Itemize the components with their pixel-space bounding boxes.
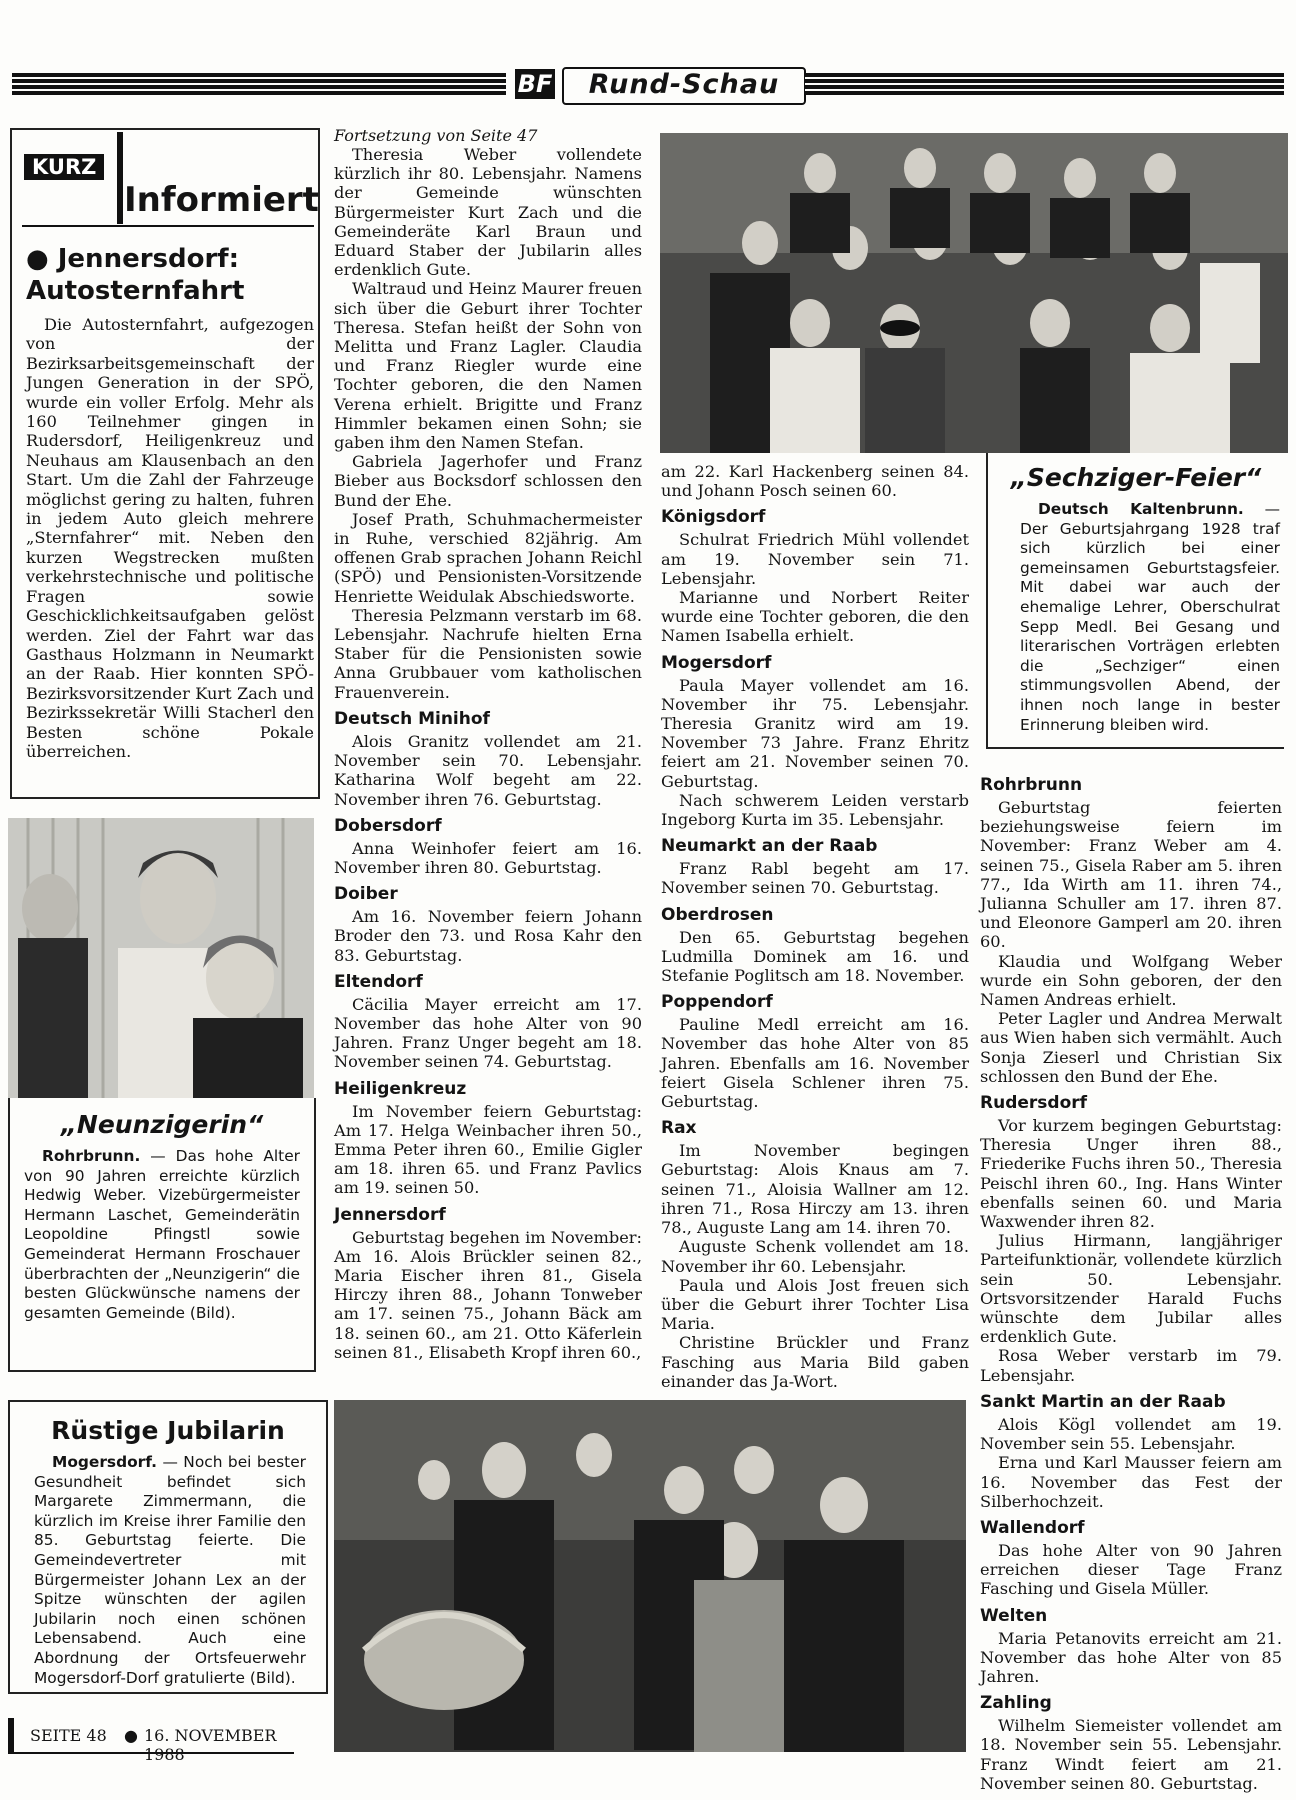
place-text: Pauline Medl erreicht am 16. November das hohe Alter von 85 Jahren. Ebenfalls am 16. November feiert Gisela Schlener ihren 75. Geburtstag. <box>661 1015 969 1112</box>
sechziger-body: — Der Geburtsjahrgang 1928 traf sich kürzlich bei einer gemeinsamen Geburtstagsfeier. Mit dabei war auch der ehemalige Lehrer, Oberschulrat Sepp Medl. Bei Gesang und literarischen Vorträgen erlebten die „Sechziger“ einen stimmungsvollen Abend, der ihnen noch lange in bester Erinnerung bleiben wird. <box>1020 500 1280 734</box>
column-4 <box>980 768 1282 1793</box>
place-heading: Poppendorf <box>661 992 773 1013</box>
place-text: Den 65. Geburtstag begehen Ludmilla Dominek am 16. und Stefanie Poglitsch am 18. November. <box>661 927 969 986</box>
place-text: Peter Lagler und Andrea Merwalt aus Wien haben sich vermählt. Auch Sonja Zieserl und Christian Six schlossen den Bund der Ehe. <box>980 1009 1282 1086</box>
bullet-icon: ● <box>124 1726 138 1745</box>
issue-date: 16. NOVEMBER 1988 <box>144 1726 277 1764</box>
col2-paragraph: Theresia Weber vollendete kürzlich ihr 80. Lebensjahr. Namens der Gemeinde wünschten Bürgermeister Kurt Zach und die Gemeinderäte Karl Braun und Eduard Staber der Jubilarin alles erdenklich Gute. <box>334 145 642 280</box>
neunzigerin-body: — Das hohe Alter von 90 Jahren erreichte kürzlich Hedwig Weber. Vizebürgermeister Hermann Laschet, Gemeinderätin Leopoldine Pfingstl sowie Gemeinderat Hermann Froschauer überbrachten der „Neunzigerin“ die besten Glückwünsche namens der gesamten Gemeinde (Bild). <box>24 1147 300 1322</box>
place-heading: Rudersdorf <box>980 1093 1088 1114</box>
place-text: Wilhelm Siemeister vollendet am 18. November sein 55. Lebensjahr. Franz Windt feiert am 21. November seinen 80. Geburtstag. <box>980 1716 1282 1793</box>
place-text: Julius Hirmann, langjähriger Parteifunktionär, vollendete kürzlich sein 50. Lebensjahr. Ortsvorsitzender Harald Fuchs wünschte dem Jubilar alles erdenklich Gute. <box>980 1231 1282 1347</box>
kurz-header <box>10 128 319 232</box>
jubilarin-title: Rüstige Jubilarin <box>51 1416 285 1445</box>
place-text: Marianne und Norbert Reiter wurde eine Tochter geboren, die den Namen Isabella erhielt. <box>661 588 969 646</box>
photo-sechziger-group <box>660 133 1288 453</box>
place-text: Im November begingen Geburtstag: Alois Knaus am 7. seinen 71., Aloisia Wallner am 12. ihren 71., Rosa Hirczy am 13. ihren 78., Auguste Lang am 14. ihren 70. <box>661 1141 969 1238</box>
photo-jubilarin-family <box>334 1400 966 1752</box>
article-headline <box>26 243 314 275</box>
col2-paragraph: Gabriela Jagerhofer und Franz Bieber aus Bocksdorf schlossen den Bund der Ehe. <box>334 452 642 510</box>
place-text: Alois Kögl vollendet am 19. November sein 55. Lebensjahr. <box>980 1414 1282 1454</box>
sechziger-box <box>986 453 1284 749</box>
place-heading: Neumarkt an der Raab <box>661 836 878 857</box>
place-heading: Welten <box>980 1605 1048 1626</box>
jubilarin-text <box>34 1453 306 1688</box>
place-heading: Rax <box>661 1118 697 1139</box>
kurz-text: Die Autosternfahrt, aufgezogen von der Bezirksarbeitsgemeinschaft der Jungen Generation in der SPÖ, wurde ein voller Erfolg. Mehr als 160 Teilnehmer gingen in Rudersdorf, Heiligenkreuz und Neuhaus am Klausenbach an den Start. Um die Zahl der Fahrzeuge möglichst gering zu halten, fuhren in jedem Auto gleich mehrere „Sternfahrer“ mit. Neben den kurzen Wegstrecken mußten verkehrstechnische und politische Fragen sowie Geschicklichkeitsaufgaben gelöst werden. Ziel der Fahrt war das Gasthaus Holzmann in Neumarkt an der Raab. Hier konnten SPÖ-Bezirksvorsitzender Kurt Zach und Bezirkssekretär Willi Stacherl den Besten schöne Pokale überreichen. <box>26 315 314 761</box>
place-heading: Oberdrosen <box>661 904 774 925</box>
place-text: Vor kurzem begingen Geburtstag: Theresia Unger ihren 88., Friederike Fuchs ihren 50., Theresia Peischl ihren 60., Ing. Hans Winter ebenfalls seinen 60. und Maria Waxwender ihren 82. <box>980 1116 1282 1232</box>
neunzigerin-text <box>24 1147 300 1323</box>
place-heading: Zahling <box>980 1693 1052 1714</box>
place-heading: Doiber <box>334 884 398 905</box>
place-text: Schulrat Friedrich Mühl vollendet am 19. November sein 71. Lebensjahr. <box>661 530 969 588</box>
place-text: Anna Weinhofer feiert am 16. November ihren 80. Geburtstag. <box>334 838 642 877</box>
jubilarin-body: — Noch bei bester Gesundheit befindet sich Margarete Zimmermann, die kürzlich im Kreise ihrer Familie den 85. Geburtstag feierte. Die Gemeindevertreter mit Bürgermeister Johann Lex an der Spitze wünschten der agilen Jubilarin noch einen schönen Lebensabend. Auch eine Abordnung der Ortsfeuerwehr Mogersdorf-Dorf gratulierte (Bild). <box>34 1453 306 1687</box>
masthead-rule-left <box>12 73 506 95</box>
col2-paragraph: Waltraud und Heinz Maurer freuen sich über die Geburt ihrer Tochter Theresa. Stefan heißt der Sohn von Melitta und Franz Lagler. Claudia und Franz Riegler wurde eine Tochter geboren, die den Namen Verena erhielt. Brigitte und Franz Himmler bekamen einen Sohn; sie gaben ihm den Namen Stefan. <box>334 279 642 453</box>
place-text: Paula Mayer vollendet am 16. November ihr 75. Lebensjahr. Theresia Granitz wird am 19. November 73 Jahre. Franz Ehritz feiert am 21. November seinen 70. Geburtstag. <box>661 675 969 791</box>
place-text: Alois Granitz vollendet am 21. November sein 70. Lebensjahr. Katharina Wolf begeht am 22. November ihren 76. Geburtstag. <box>334 731 642 809</box>
neunzigerin-box <box>8 1098 316 1372</box>
place-text: Geburtstag begehen im November: Am 16. Alois Brückler seinen 82., Maria Eischer ihren 81., Gisela Hirczy ihren 88., Johann Tonweber am 17. seinen 75., Johann Bäck am 18. seinen 60., am 21. Otto Käferlein seinen 81., Elisabeth Kropf ihren 60., <box>334 1227 642 1362</box>
col2-paragraph: Theresia Pelzmann verstarb im 68. Lebensjahr. Nachrufe hielten Erna Staber für die Pensionisten sowie Anna Grubbauer vom katholischen Frauenverein. <box>334 605 642 702</box>
page-footer <box>8 1718 294 1764</box>
place-text: Christine Brückler und Franz Fasching aus Maria Bild gaben einander das Ja-Wort. <box>661 1333 969 1391</box>
kurz-title: Informiert <box>124 180 319 220</box>
bf-logo: BF <box>515 69 555 99</box>
neunzigerin-title: „Neunzigerin“ <box>60 1110 264 1139</box>
place-text: Im November feiern Geburtstag: Am 17. Helga Weinbacher ihren 50., Emma Peter ihren 60., Emilie Gigler am 18. ihren 65. und Franz Pavlics am 19. seinen 50. <box>334 1101 642 1198</box>
photo-neunzigerin <box>8 818 314 1098</box>
place-text: Maria Petanovits erreicht am 21. November das hohe Alter von 85 Jahren. <box>980 1628 1282 1686</box>
place-heading: Mogersdorf <box>661 652 772 673</box>
bullet-icon: ● <box>26 244 49 274</box>
place-heading: Eltendorf <box>334 971 423 992</box>
headline-line-2: Autosternfahrt <box>26 276 245 306</box>
place-text: Franz Rabl begeht am 17. November seinen 70. Geburtstag. <box>661 859 969 898</box>
kurz-divider <box>117 132 123 224</box>
masthead-rule-right <box>805 73 1284 95</box>
column-3 <box>661 462 969 1391</box>
place-heading: Deutsch Minihof <box>334 708 490 729</box>
page-number: SEITE 48 <box>30 1726 107 1745</box>
kurz-tag: KURZ <box>24 154 104 180</box>
neunzigerin-lead: Rohrbrunn. <box>42 1147 141 1165</box>
sechziger-title: „Sechziger-Feier“ <box>1010 463 1262 492</box>
headline-line-1: Jennersdorf: <box>57 244 240 274</box>
place-heading: Jennersdorf <box>334 1204 446 1225</box>
section-title: Rund-Schau <box>562 67 806 105</box>
col3-continuation: am 22. Karl Hackenberg seinen 84. und Johann Posch seinen 60. <box>661 462 969 501</box>
place-heading: Wallendorf <box>980 1517 1085 1538</box>
place-text: Geburtstag feierten beziehungsweise feiern im November: Franz Weber am 4. seinen 75., Gisela Raber am 5. ihren 77., Ida Wirth am 11. ihren 74., Julianna Schuller am 17. ihren 87. und Eleonore Gamperl am 20. ihren 60. <box>980 798 1282 952</box>
place-heading: Heiligenkreuz <box>334 1078 467 1099</box>
place-text: Klaudia und Wolfgang Weber wurde ein Sohn geboren, der den Namen Andreas erhielt. <box>980 951 1282 1010</box>
sechziger-lead: Deutsch Kaltenbrunn. <box>1038 500 1244 518</box>
jubilarin-lead: Mogersdorf. <box>52 1453 157 1471</box>
sechziger-text <box>1020 500 1280 735</box>
column-2 <box>334 126 642 1362</box>
place-text: Am 16. November feiern Johann Broder den 73. und Rosa Kahr den 83. Geburtstag. <box>334 907 642 965</box>
place-text: Nach schwerem Leiden verstarb Ingeborg Kurta im 35. Lebensjahr. <box>661 790 969 830</box>
place-text: Rosa Weber verstarb im 79. Lebensjahr. <box>980 1346 1282 1385</box>
place-heading: Sankt Martin an der Raab <box>980 1391 1226 1412</box>
kurz-rule <box>22 225 314 227</box>
place-text: Das hohe Alter von 90 Jahren erreichen dieser Tage Franz Fasching und Gisela Müller. <box>980 1540 1282 1599</box>
place-text: Auguste Schenk vollendet am 18. November ihr 60. Lebensjahr. <box>661 1237 969 1276</box>
place-text: Erna und Karl Mausser feiern am 16. November das Fest der Silberhochzeit. <box>980 1453 1282 1511</box>
place-heading: Königsdorf <box>661 507 766 528</box>
kurz-article <box>26 243 314 761</box>
kurz-informiert-box <box>10 128 320 799</box>
place-text: Paula und Alois Jost freuen sich über die Geburt ihrer Tochter Lisa Maria. <box>661 1275 969 1334</box>
place-text: Cäcilia Mayer erreicht am 17. November das hohe Alter von 90 Jahren. Franz Unger begeht am 18. November seinen 74. Geburtstag. <box>334 994 642 1072</box>
continuation-note: Fortsetzung von Seite 47 <box>334 126 538 145</box>
jubilarin-box <box>8 1400 328 1694</box>
place-heading: Rohrbrunn <box>980 775 1083 795</box>
place-heading: Dobersdorf <box>334 815 442 836</box>
col2-paragraph: Josef Prath, Schuhmachermeister in Ruhe, verschied 82jährig. Am offenen Grab sprachen Johann Reichl (SPÖ) und Pensionisten-Vorsitzende Henriette Weidulak Abschiedsworte. <box>334 509 642 606</box>
masthead <box>12 69 1284 100</box>
